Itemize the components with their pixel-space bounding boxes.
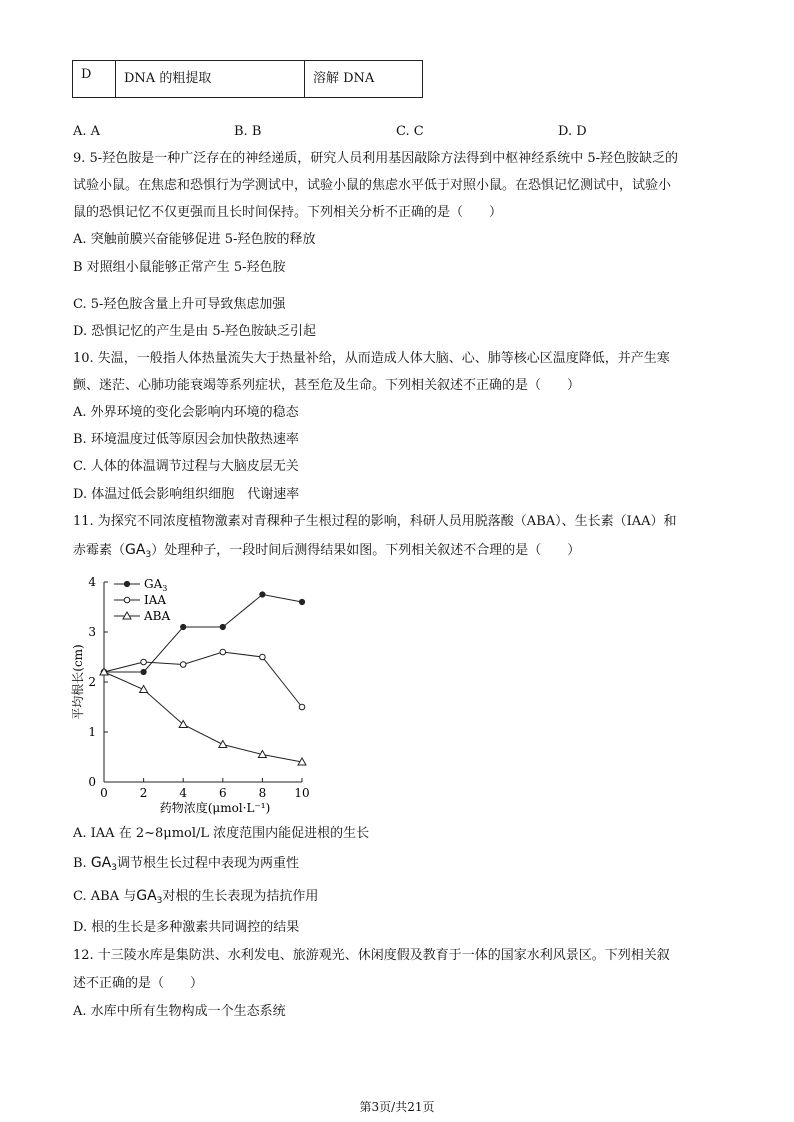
q8-option-b: B. B xyxy=(234,124,262,139)
q10-option-c: C. 人体的体温调节过程与大脑皮层无关 xyxy=(73,459,299,474)
data-point-ga xyxy=(181,624,186,629)
y-tick-label: 4 xyxy=(88,575,96,589)
q9-option-c: C. 5-羟色胺含量上升可导致焦虑加强 xyxy=(73,297,286,312)
y-tick-label: 0 xyxy=(88,775,96,789)
data-point-iaa xyxy=(180,662,186,668)
option-text: 对根的生长表现为拮抗作用 xyxy=(162,889,319,904)
q11-option-b xyxy=(73,855,299,876)
option-text: C. ABA 与 xyxy=(73,889,137,904)
ga3-subscript: 3 xyxy=(145,550,152,560)
q11-option-c xyxy=(73,888,318,909)
experiment-table xyxy=(72,60,423,98)
data-point-ga xyxy=(260,592,265,597)
x-tick-label: 6 xyxy=(218,786,227,800)
x-axis-label: 药物浓度(μmol·L⁻¹) xyxy=(159,801,271,815)
series-line-ga xyxy=(104,595,302,673)
data-point-ga xyxy=(220,624,225,629)
ga3-label xyxy=(136,888,162,904)
q11-stem-text: ）处理种子，一段时间后测得结果如图。下列相关叙述不合理的是（ ） xyxy=(151,543,581,558)
legend-label: IAA xyxy=(144,593,167,607)
data-point-aba xyxy=(219,741,227,748)
q11-stem-line: 11. 为探究不同浓度植物激素对青稞种子生根过程的影响，科研人员用脱落酸（ABA）、生长素（IAA）和 xyxy=(73,514,677,529)
q12-stem-line: 述不正确的是（ ） xyxy=(73,976,204,991)
data-point-aba xyxy=(140,686,148,693)
q10-stem-line: 10. 失温，一般指人体热量流失大于热量补给，从而造成人体大脑、心、肺等核心区温度降低，并产生寒 xyxy=(73,351,670,366)
table-row xyxy=(73,61,423,98)
ga3-label xyxy=(125,542,151,558)
data-point-ga xyxy=(141,669,146,674)
q12-stem-line: 12. 十三陵水库是集防洪、水利发电、旅游观光、休闲度假及教育于一体的国家水利风景区。下列相关叙 xyxy=(73,948,670,963)
root-length-chart xyxy=(60,572,320,817)
page-footer: 第3页/共21页 xyxy=(359,1100,435,1114)
data-point-ga xyxy=(299,599,304,604)
option-text: B. xyxy=(73,856,91,871)
data-point-iaa xyxy=(299,704,305,710)
q8-option-d: D. D xyxy=(558,124,587,139)
table-cell: D xyxy=(73,61,116,98)
ga3-text: GA xyxy=(90,855,112,871)
ga3-text: GA xyxy=(125,542,146,558)
x-tick-label: 10 xyxy=(294,786,310,800)
x-tick-label: 0 xyxy=(100,786,108,800)
x-tick-label: 2 xyxy=(139,786,148,800)
q8-option-a: A. A xyxy=(73,124,101,139)
x-tick-label: 8 xyxy=(258,786,267,800)
q11-stem-line xyxy=(73,542,580,563)
q10-option-d: D. 体温过低会影响组织细胞 代谢速率 xyxy=(73,487,300,502)
q8-option-c: C. C xyxy=(396,124,424,139)
legend-label: $GA_3$ xyxy=(144,577,168,593)
option-text: 调节根生长过程中表现为两重性 xyxy=(117,856,300,871)
q9-stem-line: 试验小鼠。在焦虑和恐惧行为学测试中，试验小鼠的焦虑水平低于对照小鼠。在恐惧记忆测试中，试验小 xyxy=(73,178,672,193)
ga3-label xyxy=(91,855,117,871)
ga3-subscript: 3 xyxy=(111,863,117,873)
legend-marker xyxy=(124,581,129,586)
legend-label-subscript: 3 xyxy=(162,584,168,593)
data-point-iaa xyxy=(141,659,147,665)
data-point-iaa xyxy=(260,654,266,660)
table-cell: DNA 的粗提取 xyxy=(116,61,305,98)
q10-option-b: B. 环境温度过低等原因会加快散热速率 xyxy=(73,432,299,447)
legend-marker xyxy=(124,597,130,603)
y-tick-label: 3 xyxy=(88,625,96,639)
series-line-iaa xyxy=(104,652,302,707)
ga3-subscript: 3 xyxy=(156,896,163,906)
q9-option-d: D. 恐惧记忆的产生是由 5-羟色胺缺乏引起 xyxy=(73,324,317,339)
q12-option-a: A. 水库中所有生物构成一个生态系统 xyxy=(73,1004,286,1019)
y-tick-label: 1 xyxy=(88,725,96,739)
q9-stem-line: 9. 5-羟色胺是一种广泛存在的神经递质，研究人员利用基因敲除方法得到中枢神经系统中 5-羟色胺缺乏的 xyxy=(73,151,678,166)
q11-option-d: D. 根的生长是多种激素共同调控的结果 xyxy=(73,920,300,935)
data-point-iaa xyxy=(220,649,226,655)
q11-stem-text: 赤霉素（ xyxy=(73,543,126,558)
y-tick-label: 2 xyxy=(88,675,96,689)
q10-stem-line: 颤、迷茫、心肺功能衰竭等系列症状，甚至危及生命。下列相关叙述不正确的是（ ） xyxy=(73,378,581,393)
q11-option-a: A. IAA 在 2~8μmol/L 浓度范围内能促进根的生长 xyxy=(73,826,370,841)
ga3-text: GA xyxy=(136,888,157,904)
q10-option-a: A. 外界环境的变化会影响内环境的稳态 xyxy=(73,405,299,420)
q9-stem-line: 鼠的恐惧记忆不仅更强而且长时间保持。下列相关分析不正确的是（ ） xyxy=(73,205,503,220)
legend-label: ABA xyxy=(144,609,171,623)
x-tick-label: 4 xyxy=(179,786,188,800)
q9-option-a: A. 突触前膜兴奋能够促进 5-羟色胺的释放 xyxy=(73,232,316,247)
series-line-aba xyxy=(104,672,302,762)
y-axis-label: 平均根长(cm) xyxy=(71,644,85,720)
q9-option-b: B 对照组小鼠能够正常产生 5-羟色胺 xyxy=(73,260,286,275)
table-cell: 溶解 DNA xyxy=(305,61,423,98)
